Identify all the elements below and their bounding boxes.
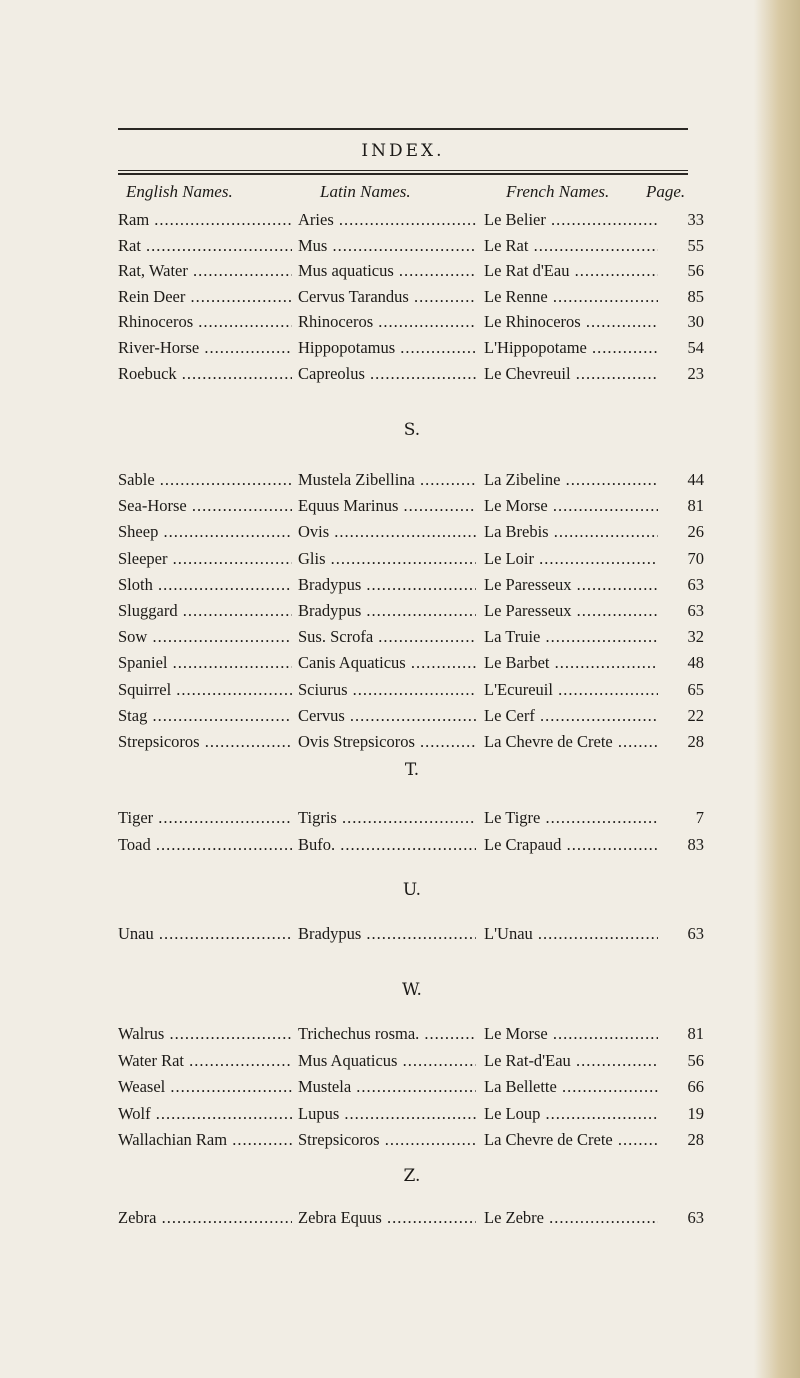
english-name: Wallachian Ram ..... [118, 1130, 292, 1150]
index-row [0, 1130, 800, 1154]
section-letter: W. [402, 980, 422, 1000]
column-header-page: Page. [646, 182, 686, 201]
french-name: Le Paresseux ..... [484, 575, 658, 595]
latin-name: Mustela ..... [298, 1077, 476, 1097]
page-title: INDEX. [361, 141, 445, 161]
english-name: Rein Deer ..... [118, 287, 292, 307]
french-name: Le Renne ..... [484, 287, 658, 307]
index-row [0, 522, 800, 546]
page-number: 23 [687, 363, 704, 383]
french-name: L'Ecureuil ..... [484, 680, 658, 700]
page-number: 63 [687, 924, 704, 943]
latin-name: Capreolus ..... [298, 364, 476, 384]
latin-name: Lupus ..... [298, 1104, 476, 1124]
latin-name: Cervus ..... [298, 706, 476, 726]
latin-name: Rhinoceros ..... [298, 312, 476, 332]
latin-name: Ovis ..... [298, 522, 476, 542]
index-row [0, 706, 800, 730]
french-name: Le Tigre ..... [484, 808, 658, 828]
french-name: La Chevre de Crete ..... [484, 732, 658, 752]
page-number: 56 [687, 261, 704, 281]
french-name: La Zibeline ..... [484, 470, 658, 490]
page-number: 54 [687, 338, 704, 357]
english-name: Water Rat ..... [118, 1051, 292, 1071]
page-number: 66 [687, 1077, 704, 1096]
column-header-french: French Names. [506, 182, 610, 201]
english-name: Weasel ..... [118, 1077, 292, 1097]
page-number: 30 [687, 312, 704, 332]
index-row [0, 364, 800, 388]
index-row [0, 575, 800, 599]
latin-name: Aries ..... [298, 210, 476, 230]
section-letter: U. [402, 880, 422, 900]
english-name: Squirrel ..... [118, 680, 292, 700]
index-row [0, 1051, 800, 1075]
index-row [0, 261, 800, 285]
english-name: Sleeper ..... [118, 549, 292, 569]
english-name: Rat ..... [118, 236, 292, 256]
french-name: La Truie ..... [484, 627, 658, 647]
page-number: 28 [687, 732, 704, 751]
index-row [0, 835, 800, 859]
french-name: Le Cerf ..... [484, 706, 658, 726]
section-letter: S. [403, 420, 421, 440]
column-headers [0, 182, 800, 208]
latin-name: Bradypus ..... [298, 601, 476, 621]
latin-name: Glis ..... [298, 549, 476, 569]
index-row [0, 312, 800, 336]
page-number: 83 [687, 835, 704, 854]
page-number: 48 [687, 653, 704, 673]
english-name: Ram ..... [118, 210, 292, 230]
english-name: Rhinoceros ..... [118, 312, 292, 332]
latin-name: Canis Aquaticus ..... [298, 653, 476, 673]
index-row [0, 601, 800, 625]
french-name: La Brebis ..... [484, 522, 658, 542]
index-row [0, 287, 800, 311]
page-number: 32 [687, 627, 704, 647]
french-name: Le Chevreuil ..... [484, 364, 658, 384]
index-row [0, 1208, 800, 1232]
english-name: Roebuck ..... [118, 364, 292, 384]
french-name: Le Zebre ..... [484, 1208, 658, 1228]
latin-name: Bradypus ..... [298, 924, 476, 944]
latin-name: Strepsicoros ..... [298, 1130, 476, 1150]
french-name: La Chevre de Crete ..... [484, 1130, 658, 1150]
english-name: Rat, Water ..... [118, 261, 292, 281]
latin-name: Trichechus rosma. ..... [298, 1024, 476, 1044]
index-row [0, 732, 800, 756]
english-name: Sea-Horse ..... [118, 496, 292, 516]
latin-name: Sciurus ..... [298, 680, 476, 700]
latin-name: Tigris ..... [298, 808, 476, 828]
index-row [0, 1077, 800, 1101]
index-row [0, 1104, 800, 1128]
french-name: Le Rhinoceros ..... [484, 312, 658, 332]
latin-name: Zebra Equus ..... [298, 1208, 476, 1228]
index-row [0, 549, 800, 573]
index-row [0, 627, 800, 651]
english-name: Wolf ..... [118, 1104, 292, 1124]
english-name: Unau ..... [118, 924, 292, 944]
french-name: L'Hippopotame ..... [484, 338, 658, 358]
english-name: Toad ..... [118, 835, 292, 855]
latin-name: Sus. Scrofa ..... [298, 627, 476, 647]
page-number: 65 [687, 679, 704, 699]
page-number: 55 [687, 235, 704, 255]
latin-name: Bufo. ..... [298, 835, 476, 855]
double-rule-lower [118, 173, 688, 175]
french-name: La Bellette ..... [484, 1077, 658, 1097]
column-header-latin: Latin Names. [320, 182, 411, 201]
english-name: Sloth ..... [118, 575, 292, 595]
page-number: 70 [687, 548, 704, 568]
english-name: Sluggard ..... [118, 601, 292, 621]
index-row [0, 1024, 800, 1048]
latin-name: Equus Marinus ..... [298, 496, 476, 516]
english-name: River-Horse ..... [118, 338, 292, 358]
page-number: 19 [687, 1103, 704, 1123]
page-number: 85 [687, 286, 704, 306]
french-name: Le Crapaud ..... [484, 835, 658, 855]
page-number: 26 [687, 522, 704, 542]
latin-name: Mustela Zibellina ..... [298, 470, 476, 490]
top-rule [118, 128, 688, 130]
french-name: Le Morse ..... [484, 1024, 658, 1044]
index-row [0, 470, 800, 494]
index-row [0, 653, 800, 677]
english-name: Sow ..... [118, 627, 292, 647]
english-name: Sheep ..... [118, 522, 292, 542]
index-row [0, 680, 800, 704]
index-row [0, 236, 800, 260]
english-name: Tiger ..... [118, 808, 292, 828]
english-name: Zebra ..... [118, 1208, 292, 1228]
latin-name: Mus aquaticus ..... [298, 261, 476, 281]
english-name: Walrus ..... [118, 1024, 292, 1044]
page-number: 7 [695, 808, 704, 827]
index-row [0, 210, 800, 234]
english-name: Spaniel ..... [118, 653, 292, 673]
page-number: 44 [687, 470, 704, 489]
section-letter: T. [404, 760, 420, 780]
french-name: Le Loup ..... [484, 1104, 658, 1124]
french-name: Le Rat d'Eau ..... [484, 261, 658, 281]
french-name: Le Morse ..... [484, 496, 658, 516]
page-number: 33 [687, 210, 704, 229]
french-name: Le Rat-d'Eau ..... [484, 1051, 658, 1071]
page-number: 22 [687, 705, 704, 725]
page-number: 63 [687, 1208, 704, 1227]
latin-name: Bradypus ..... [298, 575, 476, 595]
page-number: 81 [687, 1024, 704, 1043]
latin-name: Mus ..... [298, 236, 476, 256]
column-header-english: English Names. [126, 182, 233, 201]
french-name: Le Rat ..... [484, 236, 658, 256]
page-number: 63 [687, 574, 704, 594]
page-number: 56 [687, 1050, 704, 1070]
index-row [0, 496, 800, 520]
index-row [0, 924, 800, 948]
section-letter: Z. [403, 1166, 421, 1186]
page-number: 81 [687, 496, 704, 516]
french-name: Le Loir ..... [484, 549, 658, 569]
french-name: L'Unau ..... [484, 924, 658, 944]
index-row [0, 808, 800, 832]
latin-name: Cervus Tarandus ..... [298, 287, 476, 307]
index-row [0, 338, 800, 362]
english-name: Sable ..... [118, 470, 292, 490]
french-name: Le Paresseux ..... [484, 601, 658, 621]
latin-name: Mus Aquaticus ..... [298, 1051, 476, 1071]
french-name: Le Barbet ..... [484, 653, 658, 673]
page-number: 63 [687, 601, 704, 620]
latin-name: Ovis Strepsicoros ..... [298, 732, 476, 752]
english-name: Stag ..... [118, 706, 292, 726]
latin-name: Hippopotamus ..... [298, 338, 476, 358]
english-name: Strepsicoros ..... [118, 732, 292, 752]
page-number: 28 [687, 1130, 704, 1149]
double-rule-upper [118, 170, 688, 171]
french-name: Le Belier ..... [484, 210, 658, 230]
